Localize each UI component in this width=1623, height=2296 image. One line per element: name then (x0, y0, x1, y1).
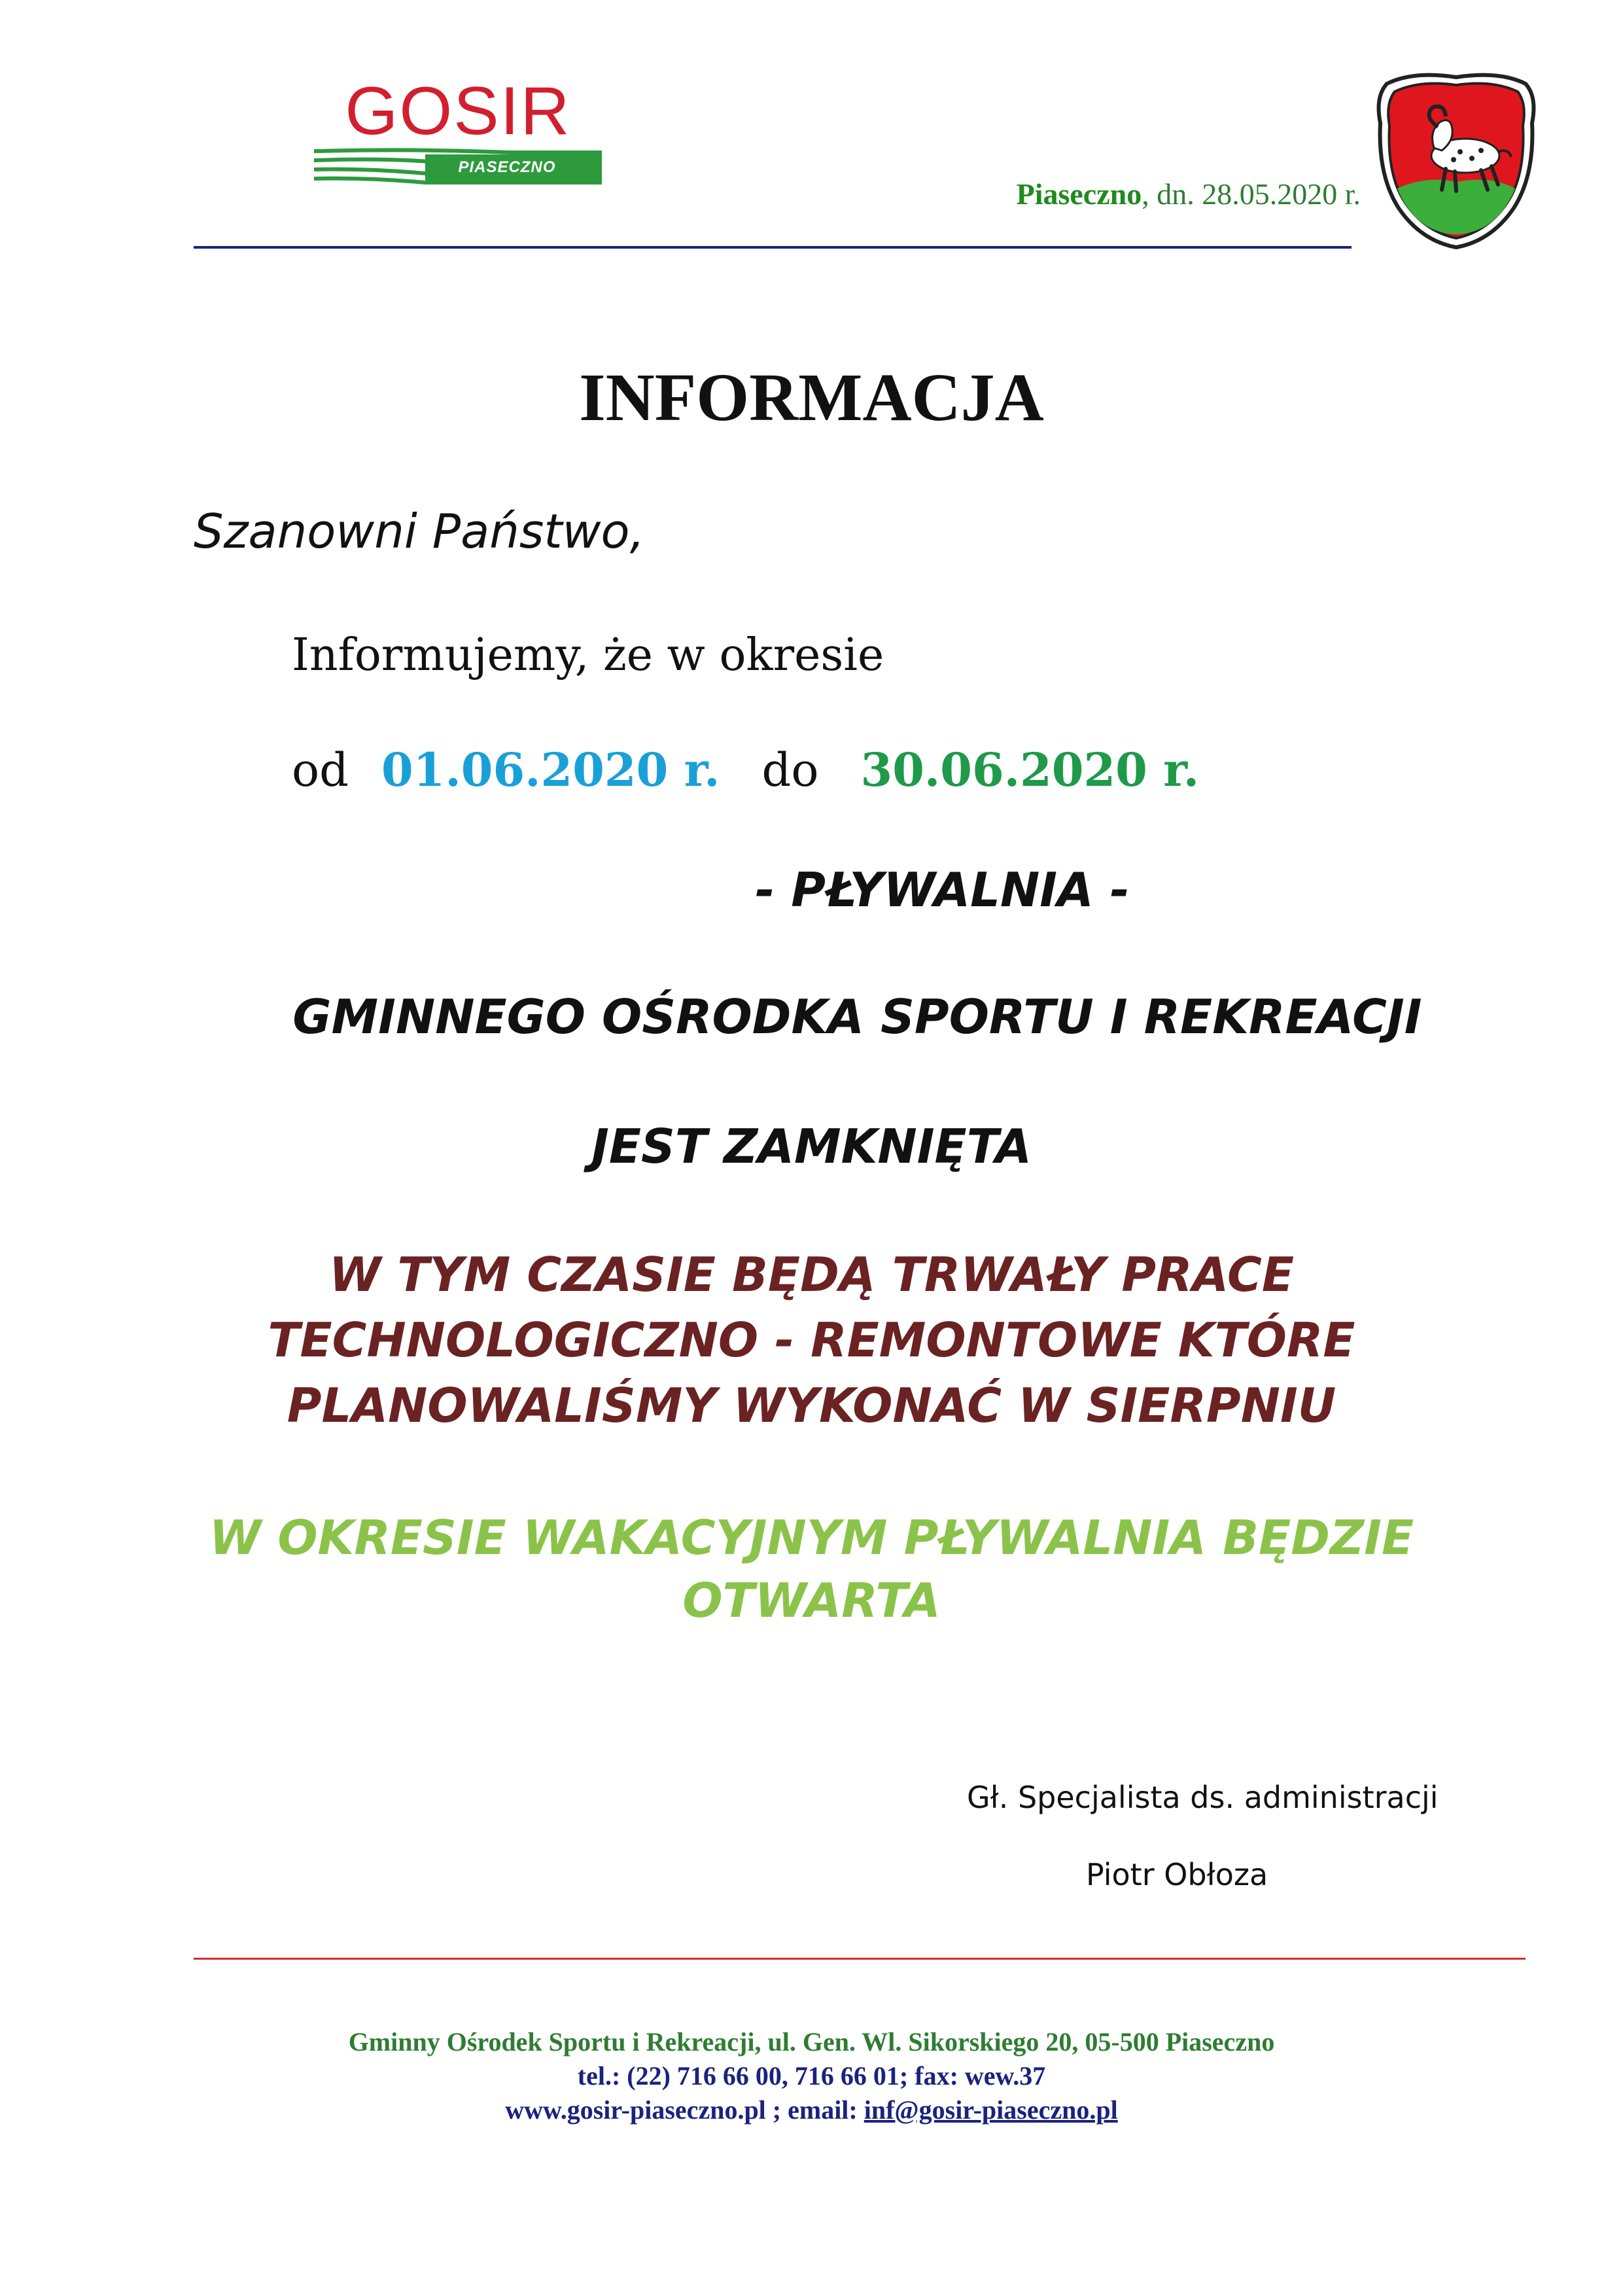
signature-title: Gł. Specjalista ds. administracji (967, 1780, 1439, 1815)
summer-line: W OKRESIE WAKACYJNYM PŁYWALNIA BĘDZIE (209, 1510, 1414, 1565)
period-to-date: 30.06.2020 r. (860, 743, 1200, 797)
coat-of-arms-ram-icon (1374, 71, 1539, 251)
period-from-label: od (292, 743, 349, 797)
salutation: Szanowni Państwo, (194, 504, 645, 559)
gosir-logo (314, 73, 602, 188)
footer (0, 2025, 1623, 2127)
header-divider (194, 246, 1352, 249)
closure-period (292, 743, 1199, 797)
closed-notice: JEST ZAMKNIĘTA (591, 1119, 1032, 1174)
page-title: INFORMACJA (579, 360, 1044, 435)
footer-website: www.gosir-piaseczno.pl ; email: (505, 2095, 864, 2125)
footer-address: Gminny Ośrodek Sportu i Rekreacji, ul. Gen. Wl. Sikorskiego 20, 05-500 Piaseczno (348, 2027, 1275, 2057)
works-line: TECHNOLOGICZNO - REMONTOWE KTÓRE (268, 1313, 1355, 1368)
footer-divider (194, 1958, 1526, 1960)
document-city: Piaseczno (1016, 177, 1142, 211)
works-line: W TYM CZASIE BĘDĄ TRWAŁY PRACE (328, 1247, 1295, 1302)
logo-subtitle: PIASECZNO (458, 158, 556, 176)
logo-text: GOSIR (345, 73, 571, 149)
period-from-date: 01.06.2020 r. (381, 743, 720, 797)
summer-line: OTWARTA (682, 1573, 941, 1628)
signature-name: Piotr Obłoza (1086, 1857, 1268, 1892)
document-date-text: , dn. 28.05.2020 r. (1142, 177, 1361, 211)
intro-text: Informujemy, że w okresie (292, 629, 884, 681)
pool-heading: - PŁYWALNIA - (755, 862, 1130, 917)
works-notice (0, 1242, 1623, 1438)
period-to-label: do (761, 743, 819, 797)
footer-email-link[interactable]: inf@gosir-piaseczno.pl (864, 2095, 1118, 2125)
summer-notice (0, 1506, 1623, 1632)
works-line: PLANOWALIŚMY WYKONAĆ W SIERPNIU (287, 1378, 1336, 1433)
footer-phone: tel.: (22) 716 66 00, 716 66 01; fax: wew.37 (577, 2061, 1046, 2091)
center-name: GMINNEGO OŚRODKA SPORTU I REKREACJI (292, 989, 1422, 1044)
document-date (916, 177, 1361, 211)
